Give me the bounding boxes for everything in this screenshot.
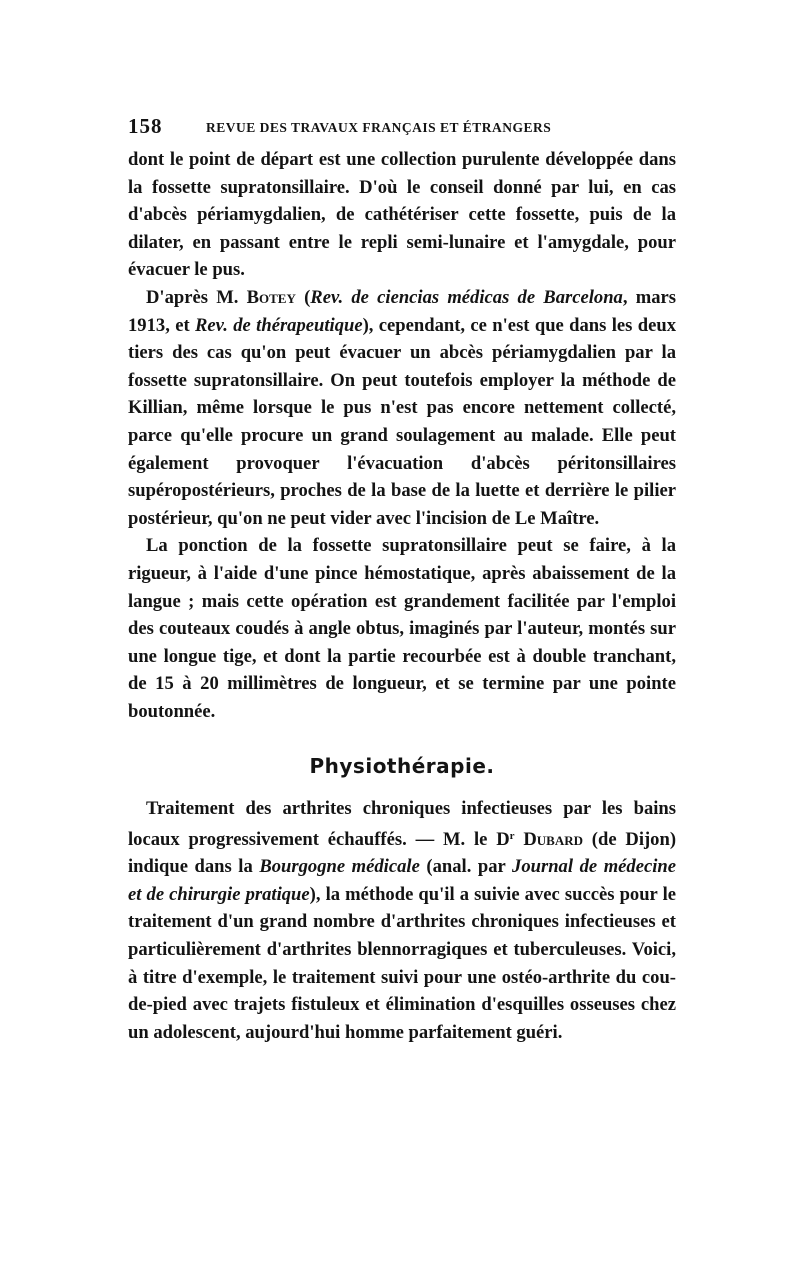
p4-text-c: ), la méthode qu'il a suivie avec succès pour le traitement d'un grand nombre d'arthrites chroniques infectieuses et particulièrement d'arthrites blennorragiques et tuberculeuses. Voici, à titre d'exemple, le traitement suivi pour une ostéo-arthrite du cou-de-pied avec trajets fistuleux et élimination d'esquilles osseuses chez un adolescent, aujourd'hui homme parfaitement guéri.	[128, 883, 676, 1043]
dr-superscript: r	[509, 829, 515, 842]
p4-text-a: (de Dijon) indique dans la	[128, 828, 677, 878]
reference-therapeutique: Rev. de thérapeutique	[195, 314, 363, 336]
p2-text-c: , mars 1913, et	[128, 286, 677, 336]
journal-title: REVUE DES TRAVAUX FRANÇAIS ET ÉTRANGERS	[206, 120, 552, 135]
article-title: Traitement des arthrites chroniques infectieuses par les bains locaux progressivement échauffés.	[128, 798, 676, 850]
running-head	[128, 112, 676, 146]
paragraph-1: dont le point de départ est une collection purulente développée dans la fossette supratonsillaire. D'où le conseil donné par lui, en cas d'abcès périamygdalien, de cathétériser cette fossette, puis de la dilater, en passant entre le repli semi-lunaire et l'amygdale, pour évacuer le pus.	[128, 149, 676, 281]
page	[128, 112, 676, 1046]
p2-text-d: ), cependant, ce n'est que dans les deux tiers des cas qu'on peut évacuer un abcès périamygdalien par la fossette supratonsillaire. On peut toutefois employer la méthode de Killian, même lorsque le pus n'est pas encore nettement collecté, parce qu'elle procure un grand soulagement au malade. Elle peut également provoquer l'évacuation d'abcès péritonsillaires supéropostérieurs, proches de la base de la luette et derrière le pilier postérieur, qu'on ne peut vider avec l'incision de Le Maître.	[128, 314, 677, 529]
section-heading: Physiothérapie.	[309, 754, 495, 779]
reference-journal-medecine: Journal de médecine et de chirurgie pratique	[128, 856, 676, 905]
reference-ciencias-medicas: Rev. de ciencias médicas de Barcelona	[310, 286, 623, 308]
paragraph-4	[128, 795, 676, 1046]
reference-bourgogne-medicale: Bourgogne médicale	[259, 856, 420, 878]
p2-text-a: D'après M.	[146, 286, 247, 308]
author-dubard: Dubard	[514, 828, 583, 850]
paragraph-2	[128, 284, 676, 532]
p4-dash: — M. le D	[406, 828, 510, 850]
p2-text-b: (	[295, 286, 311, 308]
article-body	[128, 146, 676, 1046]
paragraph-3: La ponction de la fossette supratonsillaire peut se faire, à la rigueur, à l'aide d'une pince hémostatique, après abaissement de la langue ; mais cette opération est grandement facilitée par l'emploi des couteaux coudés à angle obtus, imaginés par l'auteur, montés sur une longue tige, et dont la partie recourbée est à double tranchant, de 15 à 20 millimètres de longueur, et se termine par une pointe boutonnée.	[128, 535, 676, 722]
page-number: 158	[128, 114, 163, 138]
author-botey: Botey	[246, 286, 296, 308]
p4-text-b: (anal. par	[419, 856, 513, 878]
